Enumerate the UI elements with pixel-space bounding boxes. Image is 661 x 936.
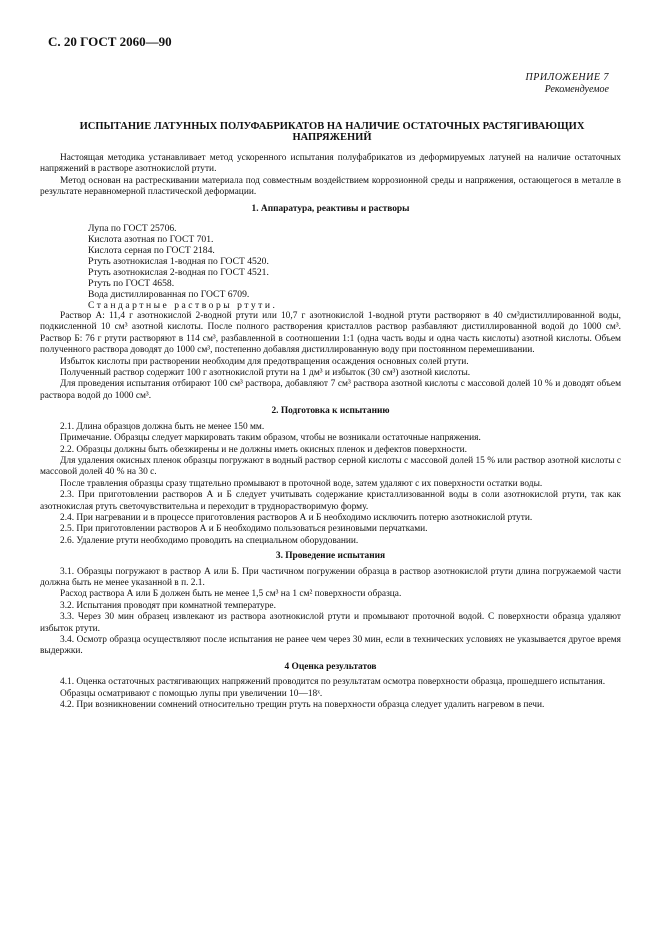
paragraph: 3.3. Через 30 мин образец извлекают из раствора азотнокислой ртути и промывают проточной водой. С поверхности образца удаляют избыток ртути. (40, 612, 621, 634)
paragraph: Для удаления окисных пленок образцы погружают в водный раствор серной кислоты с массовой долей 15 % или раствор азотной кислоты с массовой долей 40 % на 30 с. (40, 455, 622, 478)
list-item: Ртуть азотнокислая 2-водная по ГОСТ 4521. (88, 267, 269, 279)
paragraph: Расход раствора А или Б должен быть не менее 1,5 см³ на 1 см² поверхности образца. (60, 589, 402, 600)
section-heading: 1. Аппаратура, реактивы и растворы (251, 203, 410, 214)
paragraph: 3.1. Образцы погружают в раствор А или Б. При частичном погружении образца в раствор азотнокислой ртути длина погружаемой части должна быть не менее указанной в п. 2.1. (40, 566, 621, 588)
section-heading: 4 Оценка результатов (284, 661, 377, 672)
paragraph: Раствор А: 11,4 г азотнокислой 2-водной ртути или 10,7 г азотнокислой 1-водной ртути растворяют в 40 см³дистиллированной воды, подкисленной 10 см³ азотной кислоты. После полного растворения кристаллов раствор разбавляют дистиллированной водой до 1000 см³. Раствор Б: 76 г ртути растворяют в 114 см³, разбавленной в соотношении 1:1 (одна часть воды и одна часть кислоты) азотной кислоты. Объем полученного раствора доводят до 1000 см³, постепенно добавляя дистиллированную воду при постоянном перемешивании. (40, 311, 621, 356)
document-title: ИСПЫТАНИЕ ЛАТУННЫХ ПОЛУФАБРИКАТОВ НА НАЛИЧИЕ ОСТАТОЧНЫХ РАСТЯГИВАЮЩИХ НАПРЯЖЕНИЙ (79, 121, 585, 143)
paragraph: 2.2. Образцы должны быть обезжирены и не должны иметь окисных пленок и дефектов поверхности. (60, 444, 467, 455)
paragraph: Для проведения испытания отбирают 100 см³ раствора, добавляют 7 см³ раствора азотной кислоты с массовой долей 10 % и доводят объем раствора водой до 1000 см³. (40, 379, 621, 401)
paragraph: 2.4. При нагревании и в процессе приготовления растворов А и Б необходимо исключить потерю азотнокислой ртути. (60, 512, 533, 523)
section-heading: 3. Проведение испытания (275, 551, 386, 562)
paragraph: 2.1. Длина образцов должна быть не менее 150 мм. (60, 421, 265, 432)
appendix-status: Рекомендуемое (544, 84, 609, 95)
note-paragraph: Примечание. Образцы следует маркировать таким образом, чтобы не возникали остаточные напряжения. (60, 433, 481, 444)
section-heading: 2. Подготовка к испытанию (271, 406, 390, 417)
appendix-number: ПРИЛОЖЕНИЕ 7 (525, 72, 609, 83)
paragraph: Образцы осматривают с помощью лупы при увеличении 10—18ˣ. (60, 688, 323, 699)
paragraph: 4.1. Оценка остаточных растягивающих напряжений проводится по результатам осмотра поверхности образца, прошедшего испытания. (60, 677, 606, 688)
solutions-label: Стандартные растворы ртути. (88, 300, 278, 312)
paragraph: После травления образцы сразу тщательно промывают в проточной воде, затем удаляют с их поверхности остатки воды. (60, 478, 543, 489)
document-body (40, 153, 621, 711)
paragraph: Избыток кислоты при растворении необходим для предотвращения осаждения основных солей ртути. (60, 356, 469, 367)
paragraph: 3.2. Испытания проводят при комнатной температуре. (60, 600, 276, 611)
paragraph: 2.3. При приготовлении растворов А и Б следует учитывать содержание кристаллизованной воды в соли азотнокислой ртути, так как азотнокислая ртуть светочувствительна и переходит в труднорастворимую форму. (40, 490, 621, 512)
paragraph: Полученный раствор содержит 100 г азотнокислой ртути на 1 дм³ и избыток (30 см³) азотной кислоты. (60, 368, 471, 379)
intro-paragraph: Метод основан на растрескивании материала под совместным воздействием коррозионной среды и напряжения, остающегося в металле в результате неравномерной пластической деформации. (40, 175, 621, 198)
paragraph: 2.6. Удаление ртути необходимо проводить на специальном оборудовании. (60, 535, 359, 546)
list-item: Вода дистиллированная по ГОСТ 6709. (88, 289, 250, 301)
list-item: Ртуть по ГОСТ 4658. (88, 278, 175, 290)
intro-paragraph: Настоящая методика устанавливает метод ускоренного испытания полуфабрикатов из деформируемых латуней на наличие остаточных напряжений в растворе азотнокислой ртути. (40, 153, 621, 175)
appendix-label (526, 72, 610, 96)
paragraph: 4.2. При возникновении сомнений относительно трещин ртуть на поверхности образца следует удалить нагревом в печи. (60, 700, 545, 711)
list-item: Ртуть азотнокислая 1-водная по ГОСТ 4520. (88, 256, 269, 268)
list-item: Кислота серная по ГОСТ 2184. (88, 245, 215, 257)
paragraph: 3.4. Осмотр образца осуществляют после испытания не ранее чем через 30 мин, если в технических условиях не указывается другое время выдержки. (40, 635, 621, 657)
paragraph: 2.5. При приготовлении растворов А и Б необходимо пользоваться резиновыми перчатками. (60, 524, 428, 535)
page-header: С. 20 ГОСТ 2060—90 (48, 34, 172, 49)
list-item: Кислота азотная по ГОСТ 701. (88, 234, 214, 246)
list-item: Лупа по ГОСТ 25706. (88, 223, 177, 235)
materials-list (88, 223, 621, 311)
